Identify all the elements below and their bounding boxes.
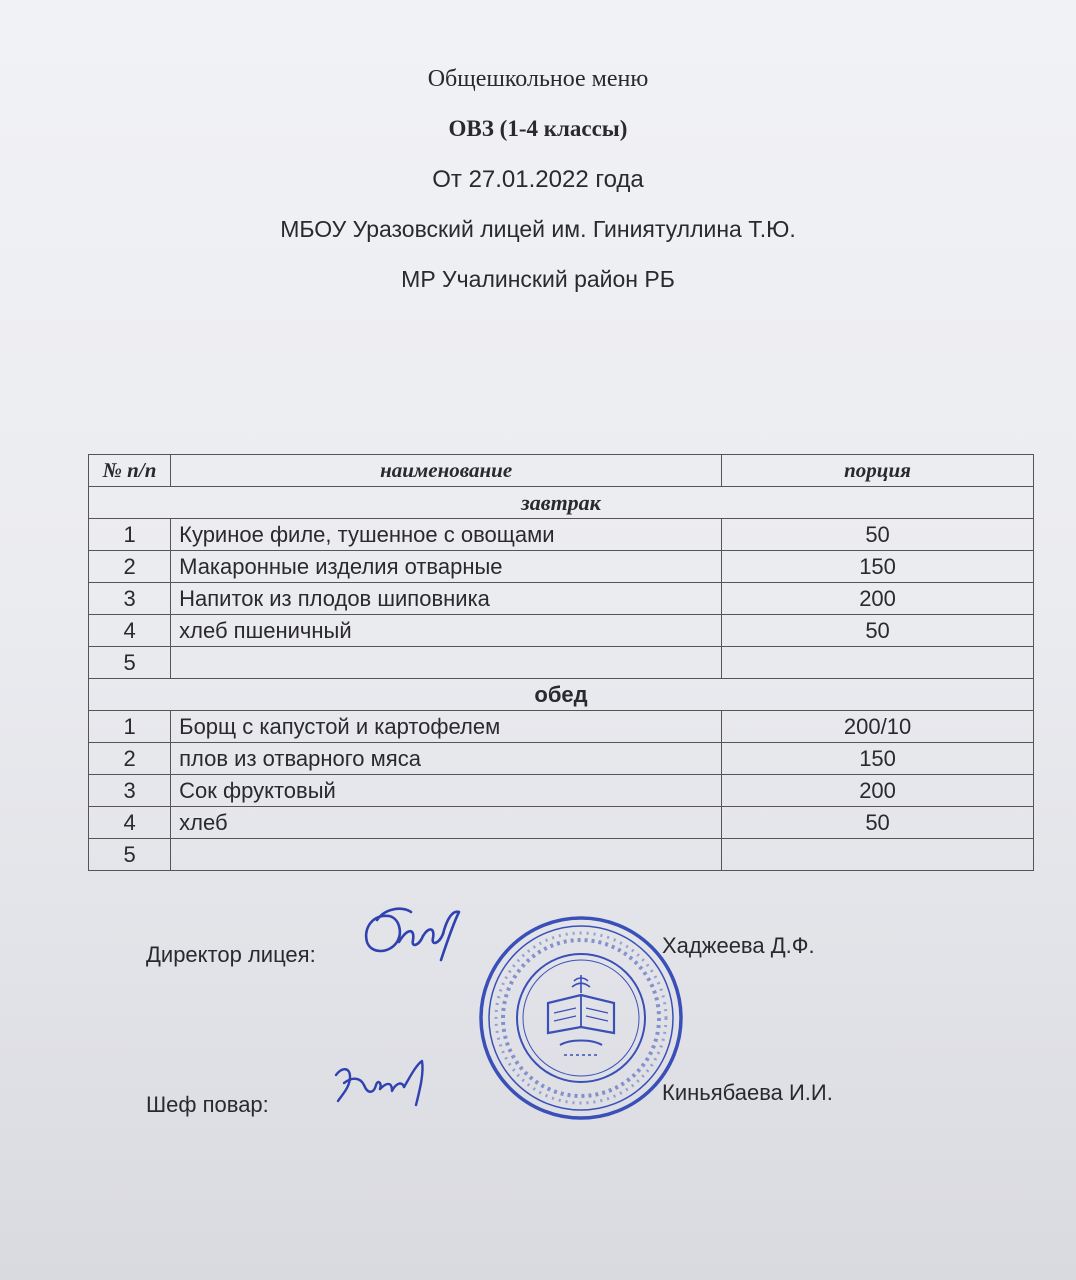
row-name: [171, 647, 722, 679]
section-lunch: обед: [89, 679, 1034, 711]
row-num: 2: [89, 551, 171, 583]
chef-signature-icon: [330, 1055, 440, 1115]
row-num: 1: [89, 711, 171, 743]
row-portion: [722, 647, 1034, 679]
row-num: 2: [89, 743, 171, 775]
row-num: 4: [89, 807, 171, 839]
row-name: Макаронные изделия отварные: [171, 551, 722, 583]
row-portion: 150: [722, 743, 1034, 775]
row-portion: 200: [722, 775, 1034, 807]
row-name: Борщ с капустой и картофелем: [171, 711, 722, 743]
row-num: 5: [89, 647, 171, 679]
row-portion: 50: [722, 807, 1034, 839]
director-label: Директор лицея:: [146, 942, 316, 967]
row-num: 1: [89, 519, 171, 551]
row-portion: 50: [722, 615, 1034, 647]
table-row: [89, 711, 1034, 743]
row-name: Сок фруктовый: [171, 775, 722, 807]
section-breakfast-row: [89, 487, 1034, 519]
row-portion: 200: [722, 583, 1034, 615]
table-row: [89, 807, 1034, 839]
table-row: [89, 647, 1034, 679]
row-num: 4: [89, 615, 171, 647]
header-num: № п/п: [89, 455, 171, 487]
menu-table: [88, 454, 1034, 871]
director-name: Хаджеева Д.Ф.: [662, 933, 815, 958]
director-signature-icon: [355, 898, 465, 968]
header-portion: порция: [722, 455, 1034, 487]
school-seal-icon: [478, 915, 684, 1121]
row-name: [171, 839, 722, 871]
row-portion: [722, 839, 1034, 871]
row-num: 3: [89, 775, 171, 807]
school-name: МБОУ Уразовский лицей им. Гиниятуллина Т.Ю.: [280, 216, 796, 242]
header-name: наименование: [171, 455, 722, 487]
table-header-row: [89, 455, 1034, 487]
row-name: Напиток из плодов шиповника: [171, 583, 722, 615]
chef-name: Киньябаева И.И.: [662, 1080, 833, 1105]
row-name: Куриное филе, тушенное с овощами: [171, 519, 722, 551]
row-name: хлеб: [171, 807, 722, 839]
row-portion: 150: [722, 551, 1034, 583]
table-row: [89, 583, 1034, 615]
section-lunch-row: [89, 679, 1034, 711]
row-portion: 200/10: [722, 711, 1034, 743]
table-row: [89, 839, 1034, 871]
table-row: [89, 519, 1034, 551]
row-name: хлеб пшеничный: [171, 615, 722, 647]
table-row: [89, 615, 1034, 647]
district-name: МР Учалинский район РБ: [401, 266, 675, 292]
table-row: [89, 743, 1034, 775]
table-row: [89, 551, 1034, 583]
chef-label: Шеф повар:: [146, 1092, 269, 1117]
section-breakfast: завтрак: [89, 487, 1034, 519]
title-school-menu: Общешкольное меню: [427, 66, 649, 92]
row-num: 5: [89, 839, 171, 871]
table-row: [89, 775, 1034, 807]
row-portion: 50: [722, 519, 1034, 551]
row-name: плов из отварного мяса: [171, 743, 722, 775]
row-num: 3: [89, 583, 171, 615]
date-line: От 27.01.2022 года: [432, 166, 644, 193]
title-group: ОВЗ (1-4 классы): [448, 116, 628, 141]
